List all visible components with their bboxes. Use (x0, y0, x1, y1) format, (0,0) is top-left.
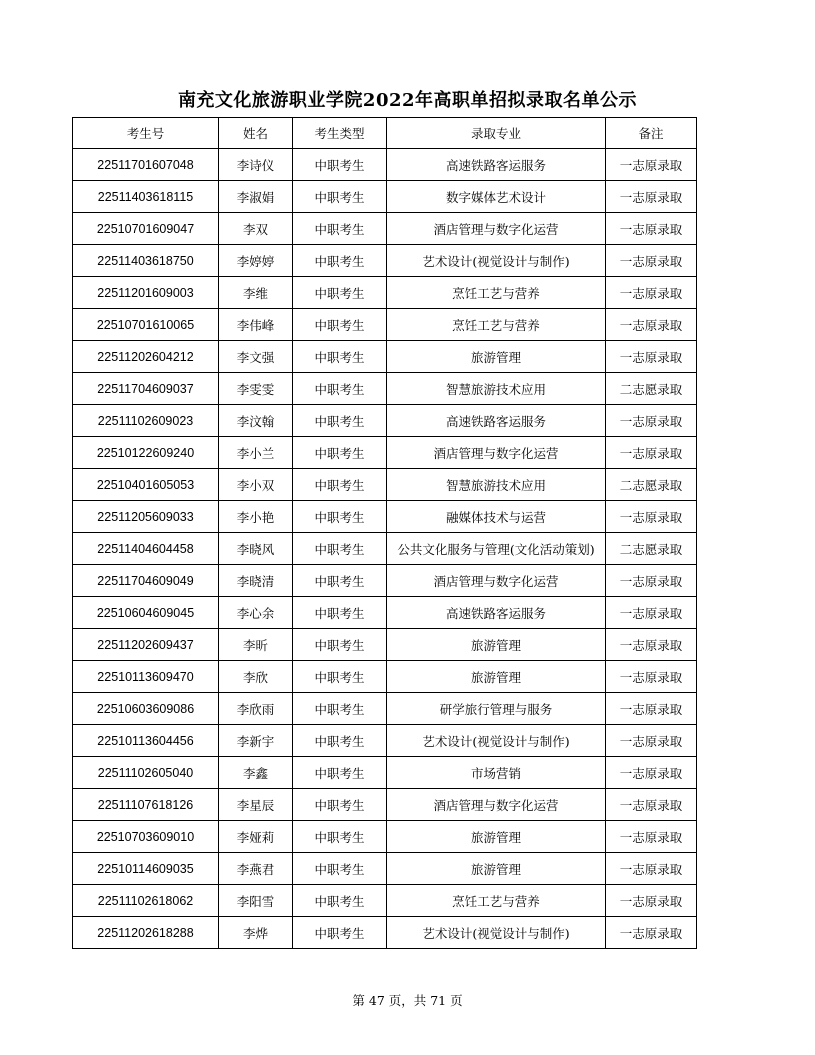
remark-cell: 一志原录取 (606, 213, 697, 245)
major-cell: 烹饪工艺与营养 (387, 277, 606, 309)
candidate-type-cell: 中职考生 (293, 661, 387, 693)
table-row (73, 661, 697, 693)
admission-table (72, 117, 697, 949)
table-row (73, 341, 697, 373)
table-row (73, 757, 697, 789)
major-cell: 智慧旅游技术应用 (387, 469, 606, 501)
table-row (73, 149, 697, 181)
exam-number-cell: 22510114609035 (73, 853, 219, 885)
candidate-type-cell: 中职考生 (293, 693, 387, 725)
name-cell: 李新宇 (219, 725, 293, 757)
table-row (73, 693, 697, 725)
major-cell: 高速铁路客运服务 (387, 405, 606, 437)
table-row (73, 277, 697, 309)
major-cell: 旅游管理 (387, 661, 606, 693)
exam-number-cell: 22511102609023 (73, 405, 219, 437)
name-cell: 李小双 (219, 469, 293, 501)
header-candidate-type: 考生类型 (293, 118, 387, 149)
exam-number-cell: 22510701610065 (73, 309, 219, 341)
candidate-type-cell: 中职考生 (293, 533, 387, 565)
exam-number-cell: 22511404604458 (73, 533, 219, 565)
page-footer: 第 47 页，共 71 页 (352, 993, 463, 1008)
major-cell: 智慧旅游技术应用 (387, 373, 606, 405)
candidate-type-cell: 中职考生 (293, 469, 387, 501)
candidate-type-cell: 中职考生 (293, 405, 387, 437)
exam-number-cell: 22511704609037 (73, 373, 219, 405)
exam-number-cell: 22511403618750 (73, 245, 219, 277)
candidate-type-cell: 中职考生 (293, 917, 387, 949)
name-cell: 李小艳 (219, 501, 293, 533)
major-cell: 高速铁路客运服务 (387, 597, 606, 629)
name-cell: 李维 (219, 277, 293, 309)
exam-number-cell: 22511202618288 (73, 917, 219, 949)
header-exam-number: 考生号 (73, 118, 219, 149)
candidate-type-cell: 中职考生 (293, 309, 387, 341)
remark-cell: 一志原录取 (606, 405, 697, 437)
candidate-type-cell: 中职考生 (293, 821, 387, 853)
exam-number-cell: 22510122609240 (73, 437, 219, 469)
remark-cell: 一志原录取 (606, 565, 697, 597)
table-row (73, 885, 697, 917)
major-cell: 酒店管理与数字化运营 (387, 789, 606, 821)
major-cell: 高速铁路客运服务 (387, 149, 606, 181)
name-cell: 李文强 (219, 341, 293, 373)
candidate-type-cell: 中职考生 (293, 757, 387, 789)
header-major: 录取专业 (387, 118, 606, 149)
table-row (73, 789, 697, 821)
header-remark: 备注 (606, 118, 697, 149)
major-cell: 酒店管理与数字化运营 (387, 213, 606, 245)
remark-cell: 一志原录取 (606, 181, 697, 213)
name-cell: 李娅莉 (219, 821, 293, 853)
candidate-type-cell: 中职考生 (293, 181, 387, 213)
remark-cell: 二志愿录取 (606, 533, 697, 565)
exam-number-cell: 22511701607048 (73, 149, 219, 181)
exam-number-cell: 22511107618126 (73, 789, 219, 821)
name-cell: 李欣 (219, 661, 293, 693)
name-cell: 李昕 (219, 629, 293, 661)
name-cell: 李晓清 (219, 565, 293, 597)
exam-number-cell: 22511201609003 (73, 277, 219, 309)
candidate-type-cell: 中职考生 (293, 501, 387, 533)
table-row (73, 725, 697, 757)
name-cell: 李星辰 (219, 789, 293, 821)
name-cell: 李汶翰 (219, 405, 293, 437)
name-cell: 李婷婷 (219, 245, 293, 277)
header-name: 姓名 (219, 118, 293, 149)
major-cell: 公共文化服务与管理(文化活动策划) (387, 533, 606, 565)
name-cell: 李伟峰 (219, 309, 293, 341)
name-cell: 李诗仪 (219, 149, 293, 181)
major-cell: 酒店管理与数字化运营 (387, 437, 606, 469)
exam-number-cell: 22510603609086 (73, 693, 219, 725)
candidate-type-cell: 中职考生 (293, 853, 387, 885)
major-cell: 旅游管理 (387, 341, 606, 373)
remark-cell: 一志原录取 (606, 149, 697, 181)
candidate-type-cell: 中职考生 (293, 341, 387, 373)
major-cell: 旅游管理 (387, 853, 606, 885)
major-cell: 艺术设计(视觉设计与制作) (387, 245, 606, 277)
major-cell: 酒店管理与数字化运营 (387, 565, 606, 597)
exam-number-cell: 22510701609047 (73, 213, 219, 245)
remark-cell: 一志原录取 (606, 245, 697, 277)
candidate-type-cell: 中职考生 (293, 277, 387, 309)
candidate-type-cell: 中职考生 (293, 725, 387, 757)
major-cell: 融媒体技术与运营 (387, 501, 606, 533)
table-row (73, 373, 697, 405)
table-row (73, 245, 697, 277)
name-cell: 李欣雨 (219, 693, 293, 725)
exam-number-cell: 22510703609010 (73, 821, 219, 853)
major-cell: 艺术设计(视觉设计与制作) (387, 917, 606, 949)
table-row (73, 501, 697, 533)
table-row (73, 309, 697, 341)
exam-number-cell: 22511102618062 (73, 885, 219, 917)
remark-cell: 一志原录取 (606, 917, 697, 949)
table-row (73, 917, 697, 949)
remark-cell: 一志原录取 (606, 725, 697, 757)
major-cell: 市场营销 (387, 757, 606, 789)
candidate-type-cell: 中职考生 (293, 885, 387, 917)
candidate-type-cell: 中职考生 (293, 629, 387, 661)
remark-cell: 一志原录取 (606, 309, 697, 341)
table-row (73, 437, 697, 469)
candidate-type-cell: 中职考生 (293, 437, 387, 469)
major-cell: 数字媒体艺术设计 (387, 181, 606, 213)
remark-cell: 一志原录取 (606, 757, 697, 789)
remark-cell: 一志原录取 (606, 277, 697, 309)
name-cell: 李心余 (219, 597, 293, 629)
remark-cell: 二志愿录取 (606, 469, 697, 501)
remark-cell: 一志原录取 (606, 693, 697, 725)
name-cell: 李小兰 (219, 437, 293, 469)
major-cell: 烹饪工艺与营养 (387, 885, 606, 917)
table-row (73, 597, 697, 629)
table-body (73, 149, 697, 949)
major-cell: 旅游管理 (387, 629, 606, 661)
remark-cell: 一志原录取 (606, 853, 697, 885)
exam-number-cell: 22511202604212 (73, 341, 219, 373)
name-cell: 李晓风 (219, 533, 293, 565)
name-cell: 李雯雯 (219, 373, 293, 405)
exam-number-cell: 22511205609033 (73, 501, 219, 533)
table-row (73, 469, 697, 501)
remark-cell: 一志原录取 (606, 437, 697, 469)
exam-number-cell: 22511202609437 (73, 629, 219, 661)
candidate-type-cell: 中职考生 (293, 149, 387, 181)
exam-number-cell: 22510604609045 (73, 597, 219, 629)
candidate-type-cell: 中职考生 (293, 245, 387, 277)
exam-number-cell: 22510113609470 (73, 661, 219, 693)
remark-cell: 一志原录取 (606, 501, 697, 533)
remark-cell: 一志原录取 (606, 661, 697, 693)
table-row (73, 405, 697, 437)
name-cell: 李烨 (219, 917, 293, 949)
remark-cell: 一志原录取 (606, 341, 697, 373)
remark-cell: 一志原录取 (606, 789, 697, 821)
remark-cell: 二志愿录取 (606, 373, 697, 405)
remark-cell: 一志原录取 (606, 821, 697, 853)
candidate-type-cell: 中职考生 (293, 373, 387, 405)
exam-number-cell: 22511704609049 (73, 565, 219, 597)
exam-number-cell: 22511403618115 (73, 181, 219, 213)
remark-cell: 一志原录取 (606, 629, 697, 661)
table-row (73, 853, 697, 885)
candidate-type-cell: 中职考生 (293, 213, 387, 245)
header-row (73, 118, 697, 149)
name-cell: 李阳雪 (219, 885, 293, 917)
name-cell: 李淑娟 (219, 181, 293, 213)
name-cell: 李双 (219, 213, 293, 245)
name-cell: 李燕君 (219, 853, 293, 885)
name-cell: 李鑫 (219, 757, 293, 789)
candidate-type-cell: 中职考生 (293, 565, 387, 597)
table-row (73, 533, 697, 565)
table-row (73, 821, 697, 853)
candidate-type-cell: 中职考生 (293, 597, 387, 629)
remark-cell: 一志原录取 (606, 885, 697, 917)
table-row (73, 629, 697, 661)
major-cell: 研学旅行管理与服务 (387, 693, 606, 725)
major-cell: 烹饪工艺与营养 (387, 309, 606, 341)
major-cell: 艺术设计(视觉设计与制作) (387, 725, 606, 757)
remark-cell: 一志原录取 (606, 597, 697, 629)
major-cell: 旅游管理 (387, 821, 606, 853)
candidate-type-cell: 中职考生 (293, 789, 387, 821)
exam-number-cell: 22510113604456 (73, 725, 219, 757)
page-title: 南充文化旅游职业学院2022年高职单招拟录取名单公示 (177, 90, 638, 111)
exam-number-cell: 22511102605040 (73, 757, 219, 789)
table-row (73, 565, 697, 597)
table-row (73, 213, 697, 245)
exam-number-cell: 22510401605053 (73, 469, 219, 501)
table-row (73, 181, 697, 213)
